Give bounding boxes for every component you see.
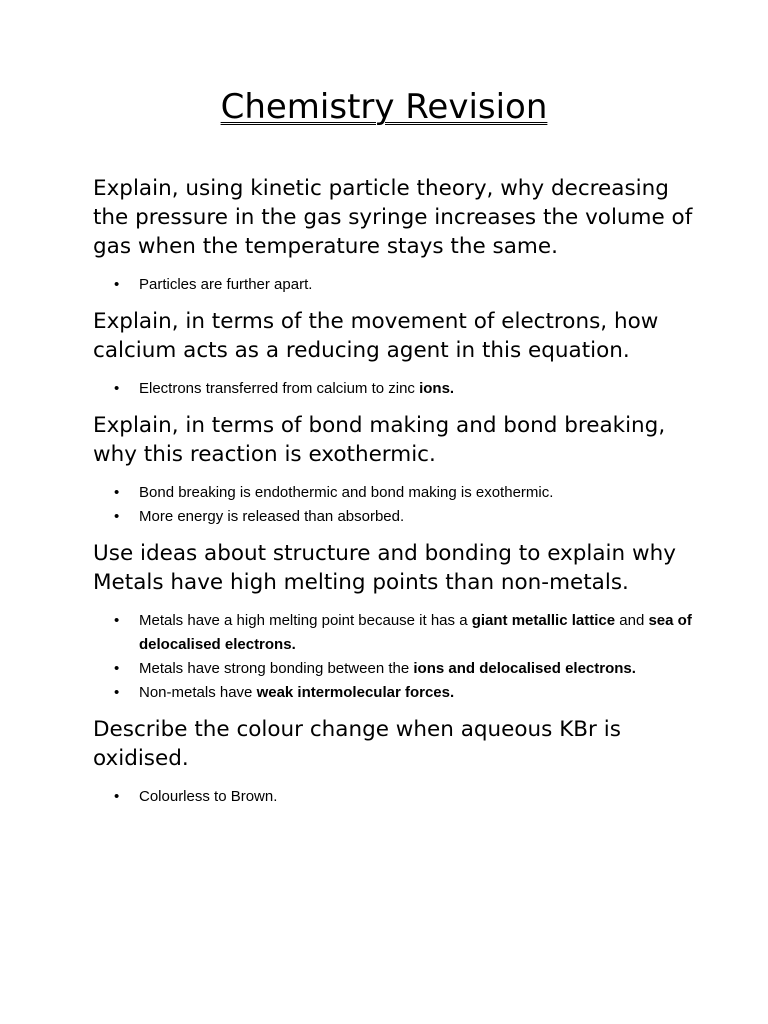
answer-text: Bond breaking is endothermic and bond making is exothermic.	[139, 484, 554, 501]
answer-item	[93, 273, 693, 297]
question-4: Use ideas about structure and bonding to explain why Metals have high melting points than non-metals.	[93, 541, 676, 595]
document-title	[0, 86, 768, 128]
answer-text: Metals have a high melting point because it has a	[139, 612, 472, 629]
answer-bold-text: ions and delocalised electrons.	[413, 660, 636, 677]
document-body	[93, 174, 693, 819]
answer-bold-text-continued: sea of delocalised electrons.	[139, 612, 692, 653]
bullet-icon: •	[114, 484, 120, 501]
bullet-icon: •	[114, 788, 120, 805]
question-3: Explain, in terms of bond making and bond breaking, why this reaction is exothermic.	[93, 413, 666, 467]
answer-item	[93, 681, 693, 705]
answer-item	[93, 377, 693, 401]
answer-text: Colourless to Brown.	[139, 788, 278, 805]
answer-bold-text: ions.	[419, 380, 455, 397]
answer-list-2	[93, 377, 693, 401]
answer-text-continued: and	[615, 612, 649, 629]
answer-text: Non-metals have	[139, 684, 257, 701]
answer-item	[93, 785, 693, 809]
answer-text: Metals have strong bonding between the	[139, 660, 414, 677]
bullet-icon: •	[114, 684, 120, 701]
bullet-icon: •	[114, 612, 120, 629]
answer-list-3	[93, 481, 693, 529]
document-title-text: Chemistry Revision	[220, 87, 548, 127]
bullet-icon: •	[114, 660, 120, 677]
question-5: Describe the colour change when aqueous KBr is oxidised.	[93, 717, 621, 771]
bullet-icon: •	[114, 276, 120, 293]
answer-list-5	[93, 785, 693, 809]
answer-text: Particles are further apart.	[139, 276, 313, 293]
answer-list-1	[93, 273, 693, 297]
answer-bold-text: giant metallic lattice	[471, 612, 616, 629]
bullet-icon: •	[114, 380, 120, 397]
answer-text: Electrons transferred from calcium to zinc	[139, 380, 420, 397]
question-2: Explain, in terms of the movement of electrons, how calcium acts as a reducing agent in this equation.	[93, 309, 659, 363]
answer-bold-text: weak intermolecular forces.	[256, 684, 455, 701]
answer-text: More energy is released than absorbed.	[139, 508, 405, 525]
answer-item	[93, 657, 693, 681]
answer-item	[93, 505, 693, 529]
answer-item	[93, 609, 693, 657]
bullet-icon: •	[114, 508, 120, 525]
question-1: Explain, using kinetic particle theory, why decreasing the pressure in the gas syringe increases the volume of gas when the temperature stays the same.	[93, 176, 693, 259]
answer-item	[93, 481, 693, 505]
answer-list-4	[93, 609, 693, 705]
